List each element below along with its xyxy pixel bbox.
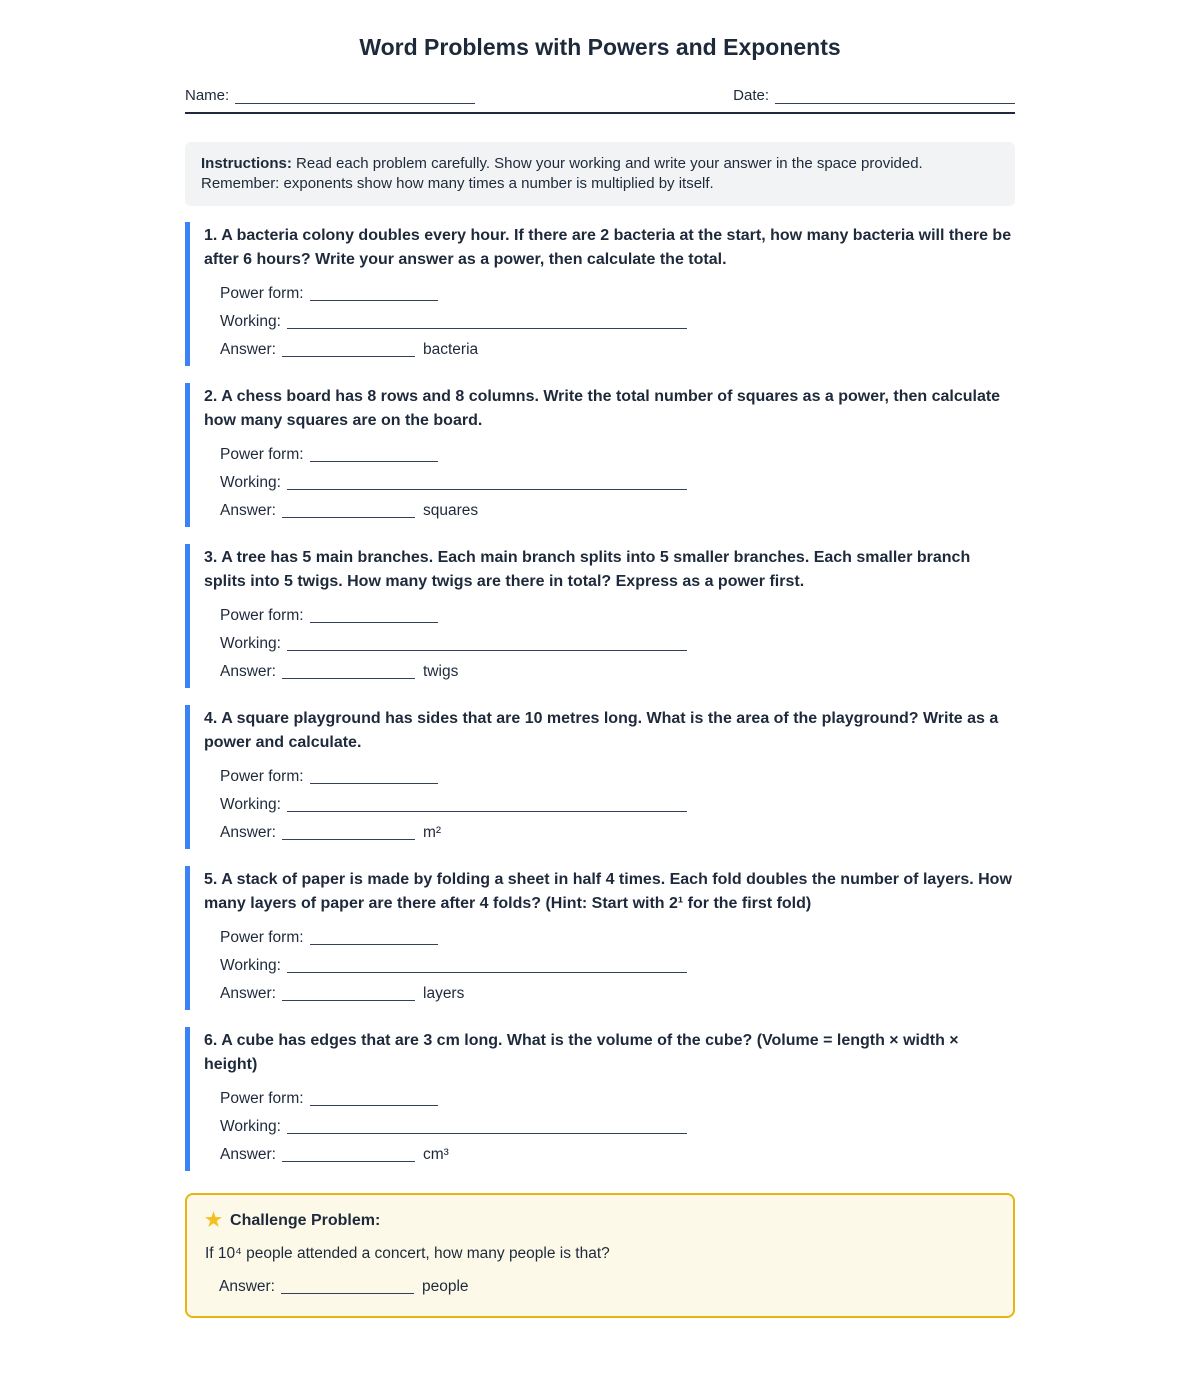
working-label: Working: <box>220 957 281 974</box>
date-label: Date: <box>733 87 769 104</box>
challenge-question: If 10⁴ people attended a concert, how many people is that? <box>205 1245 610 1262</box>
answer-blank[interactable] <box>282 503 415 518</box>
answer-row <box>220 819 1015 847</box>
answer-label: Answer: <box>220 341 276 358</box>
instructions-box <box>185 142 1015 206</box>
answer-row <box>220 497 1015 525</box>
answer-label: Answer: <box>220 1146 276 1163</box>
power-form-row <box>220 441 1015 469</box>
name-field-group <box>185 87 475 104</box>
power-form-row <box>220 763 1015 791</box>
star-icon: ★ <box>205 1210 223 1231</box>
problem-question: 6. A cube has edges that are 3 cm long. What is the volume of the cube? (Volume = length × width × height) <box>204 1032 959 1073</box>
name-date-row <box>185 87 1015 104</box>
power-form-row <box>220 280 1015 308</box>
answer-unit: m² <box>423 824 442 841</box>
power-form-label: Power form: <box>220 1090 304 1107</box>
problem-question: 4. A square playground has sides that are 10 metres long. What is the area of the playground? Write as a power and calculate. <box>204 710 999 751</box>
working-label: Working: <box>220 1118 281 1135</box>
problem-5 <box>185 866 1015 1010</box>
working-row <box>220 791 1015 819</box>
challenge-box <box>185 1193 1015 1318</box>
working-label: Working: <box>220 635 281 652</box>
answer-unit: squares <box>423 502 479 519</box>
power-form-label: Power form: <box>220 446 304 463</box>
answer-blank[interactable] <box>282 664 415 679</box>
working-blank[interactable] <box>287 475 687 490</box>
working-blank[interactable] <box>287 958 687 973</box>
working-blank[interactable] <box>287 314 687 329</box>
page-title: Word Problems with Powers and Exponents <box>359 34 841 60</box>
problem-1 <box>185 222 1015 366</box>
working-row <box>220 1113 1015 1141</box>
answer-blank[interactable] <box>282 342 415 357</box>
challenge-title-row <box>205 1211 995 1230</box>
answer-unit: layers <box>423 985 465 1002</box>
power-form-label: Power form: <box>220 929 304 946</box>
answer-label: Answer: <box>220 824 276 841</box>
power-form-label: Power form: <box>220 285 304 302</box>
answer-blank[interactable] <box>282 1147 415 1162</box>
answer-label: Answer: <box>220 985 276 1002</box>
name-blank[interactable] <box>235 89 475 104</box>
date-blank[interactable] <box>775 89 1015 104</box>
worksheet <box>185 0 1015 1318</box>
working-label: Working: <box>220 796 281 813</box>
working-blank[interactable] <box>287 1119 687 1134</box>
power-form-blank[interactable] <box>310 286 438 301</box>
power-form-blank[interactable] <box>310 930 438 945</box>
problem-2 <box>185 383 1015 527</box>
power-form-blank[interactable] <box>310 1091 438 1106</box>
answer-row <box>220 980 1015 1008</box>
answer-row <box>220 336 1015 364</box>
answer-label: Answer: <box>219 1278 275 1295</box>
answer-row <box>220 658 1015 686</box>
answer-unit: cm³ <box>423 1146 449 1163</box>
power-form-blank[interactable] <box>310 608 438 623</box>
problems-list <box>185 222 1015 1171</box>
challenge-answer-blank[interactable] <box>281 1279 414 1294</box>
working-row <box>220 469 1015 497</box>
problem-3 <box>185 544 1015 688</box>
working-blank[interactable] <box>287 636 687 651</box>
problem-4 <box>185 705 1015 849</box>
answer-row <box>220 1141 1015 1169</box>
power-form-row <box>220 924 1015 952</box>
working-row <box>220 308 1015 336</box>
problem-6 <box>185 1027 1015 1171</box>
power-form-label: Power form: <box>220 607 304 624</box>
problem-question: 2. A chess board has 8 rows and 8 columns. Write the total number of squares as a power, then calculate how many squares are on the board. <box>204 388 1001 429</box>
problem-question: 3. A tree has 5 main branches. Each main branch splits into 5 smaller branches. Each smaller branch splits into 5 twigs. How many twigs are there in total? Express as a power first. <box>204 549 971 590</box>
power-form-label: Power form: <box>220 768 304 785</box>
name-label: Name: <box>185 87 230 104</box>
problem-question: 1. A bacteria colony doubles every hour. If there are 2 bacteria at the start, how many bacteria will there be after 6 hours? Write your answer as a power, then calculate the total. <box>204 227 1012 268</box>
answer-unit: twigs <box>423 663 459 680</box>
problem-question: 5. A stack of paper is made by folding a sheet in half 4 times. Each fold doubles the number of layers. How many layers of paper are there after 4 folds? (Hint: Start with 2¹ for the first fold) <box>204 871 1012 912</box>
power-form-blank[interactable] <box>310 447 438 462</box>
power-form-blank[interactable] <box>310 769 438 784</box>
working-row <box>220 952 1015 980</box>
answer-label: Answer: <box>220 663 276 680</box>
power-form-row <box>220 1085 1015 1113</box>
answer-blank[interactable] <box>282 825 415 840</box>
answer-unit: people <box>422 1278 469 1295</box>
working-row <box>220 630 1015 658</box>
answer-label: Answer: <box>220 502 276 519</box>
working-label: Working: <box>220 313 281 330</box>
working-blank[interactable] <box>287 797 687 812</box>
date-field-group <box>733 87 1015 104</box>
instructions-text: Read each problem carefully. Show your working and write your answer in the space provided. Remember: exponents show how many times a number is multiplied by itself. <box>201 155 923 192</box>
answer-blank[interactable] <box>282 986 415 1001</box>
answer-unit: bacteria <box>423 341 479 358</box>
challenge-answer-row <box>219 1278 995 1296</box>
power-form-row <box>220 602 1015 630</box>
header-divider <box>185 112 1015 114</box>
challenge-title: Challenge Problem: <box>230 1211 381 1229</box>
working-label: Working: <box>220 474 281 491</box>
instructions-label: Instructions: <box>201 155 292 172</box>
